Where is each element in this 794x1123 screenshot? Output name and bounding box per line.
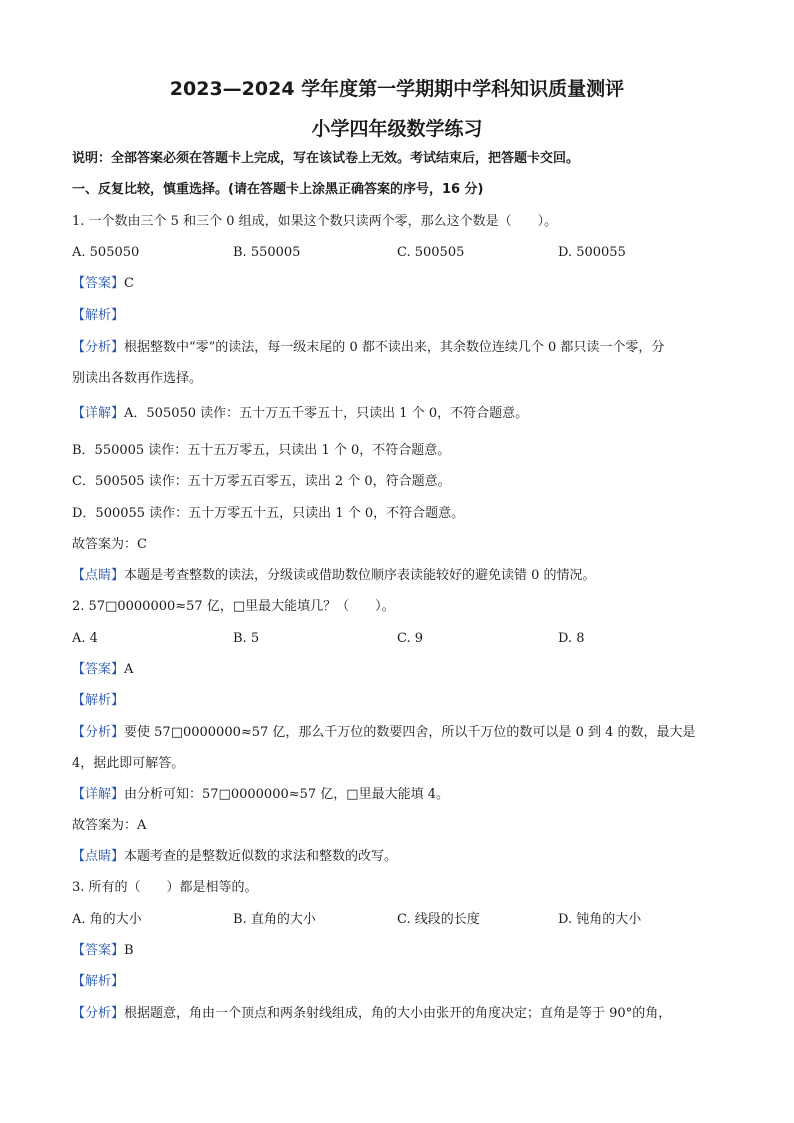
- q2-option-d: D. 8: [558, 631, 585, 646]
- q1-fenxi-cont: 别读出各数再作选择。: [72, 371, 203, 386]
- section-heading: 一、反复比较，慎重选择。(请在答题卡上涂黑正确答案的序号，16 分): [72, 182, 484, 197]
- q3-option-d: D. 钝角的大小: [558, 912, 642, 927]
- q2-answer: A: [124, 662, 134, 677]
- q1-conclusion: 故答案为：C: [72, 537, 147, 552]
- q2-dianjing: 【点睛】本题考查的是整数近似数的求法和整数的改写。: [72, 849, 398, 864]
- q2-fenxi: 【分析】要使 57□0000000≈57 亿，那么千万位的数要四舍，所以千万位的数可以是 0 到 4 的数，最大是: [72, 725, 696, 740]
- q2-answer-line: 【答案】A: [72, 662, 134, 677]
- q2-option-a: A. 4: [72, 631, 98, 646]
- q2-option-c: C. 9: [397, 631, 424, 646]
- q2-analysis-tag: 【解析】: [72, 693, 125, 708]
- q1-option-b: B. 550005: [233, 245, 301, 260]
- exam-title: 2023—2024 学年度第一学期期中学科知识质量测评: [169, 78, 625, 100]
- q1-option-d: D. 500055: [558, 245, 626, 260]
- q1-detail-d: D．500055 读作：五十万零五十五，只读出 1 个 0，不符合题意。: [72, 506, 465, 521]
- instructions: 说明：全部答案必须在答题卡上完成，写在该试卷上无效。考试结束后，把答题卡交回。: [72, 151, 580, 166]
- q3-fenxi: 【分析】根据题意，角由一个顶点和两条射线组成，角的大小由张开的角度决定；直角是等于 90°的角，: [72, 1006, 672, 1021]
- q1-answer-line: [72, 275, 134, 293]
- q1-stem: 1. 一个数由三个 5 和三个 0 组成，如果这个数只读两个零，那么这个数是（ ）。: [72, 214, 558, 229]
- answer-tag: 【答案】: [72, 276, 125, 291]
- q3-analysis-tag: 【解析】: [72, 974, 125, 989]
- q2-detail: 【详解】由分析可知：57□0000000≈57 亿，□里最大能填 4。: [72, 787, 449, 802]
- q2-conclusion: 故答案为：A: [72, 818, 147, 833]
- q1-detail-a: 【详解】A．505050 读作：五十万五千零五十，只读出 1 个 0，不符合题意。: [72, 406, 529, 421]
- q3-option-b: B. 直角的大小: [233, 912, 316, 927]
- q3-stem: 3. 所有的（ ）都是相等的。: [72, 880, 258, 895]
- q3-option-a: A. 角的大小: [72, 912, 142, 927]
- q2-stem: 2. 57□0000000≈57 亿，□里最大能填几？（ ）。: [72, 599, 395, 614]
- q3-option-c: C. 线段的长度: [397, 912, 480, 927]
- q1-detail-c: C．500505 读作：五十万零五百零五，读出 2 个 0，符合题意。: [72, 474, 451, 489]
- q1-dianjing: 【点睛】本题是考查整数的读法，分级读或借助数位顺序表读能较好的避免读错 0 的情况。: [72, 568, 596, 583]
- q1-option-c: C. 500505: [397, 245, 465, 260]
- q1-detail-b: B．550005 读作：五十五万零五，只读出 1 个 0，不符合题意。: [72, 443, 451, 458]
- q2-fenxi-cont: 4，据此即可解答。: [72, 756, 185, 771]
- q3-answer: B: [124, 943, 134, 958]
- exam-subtitle: 小学四年级数学练习: [311, 118, 483, 140]
- q1-option-a: A. 505050: [72, 245, 140, 260]
- q2-option-b: B. 5: [233, 631, 260, 646]
- q1-fenxi: 【分析】根据整数中“零”的读法，每一级末尾的 0 都不读出来，其余数位连续几个 0 都只读一个零，分: [72, 340, 665, 355]
- q1-answer: C: [124, 276, 134, 291]
- q1-analysis-tag: 【解析】: [72, 308, 125, 323]
- q3-answer-line: 【答案】B: [72, 943, 134, 958]
